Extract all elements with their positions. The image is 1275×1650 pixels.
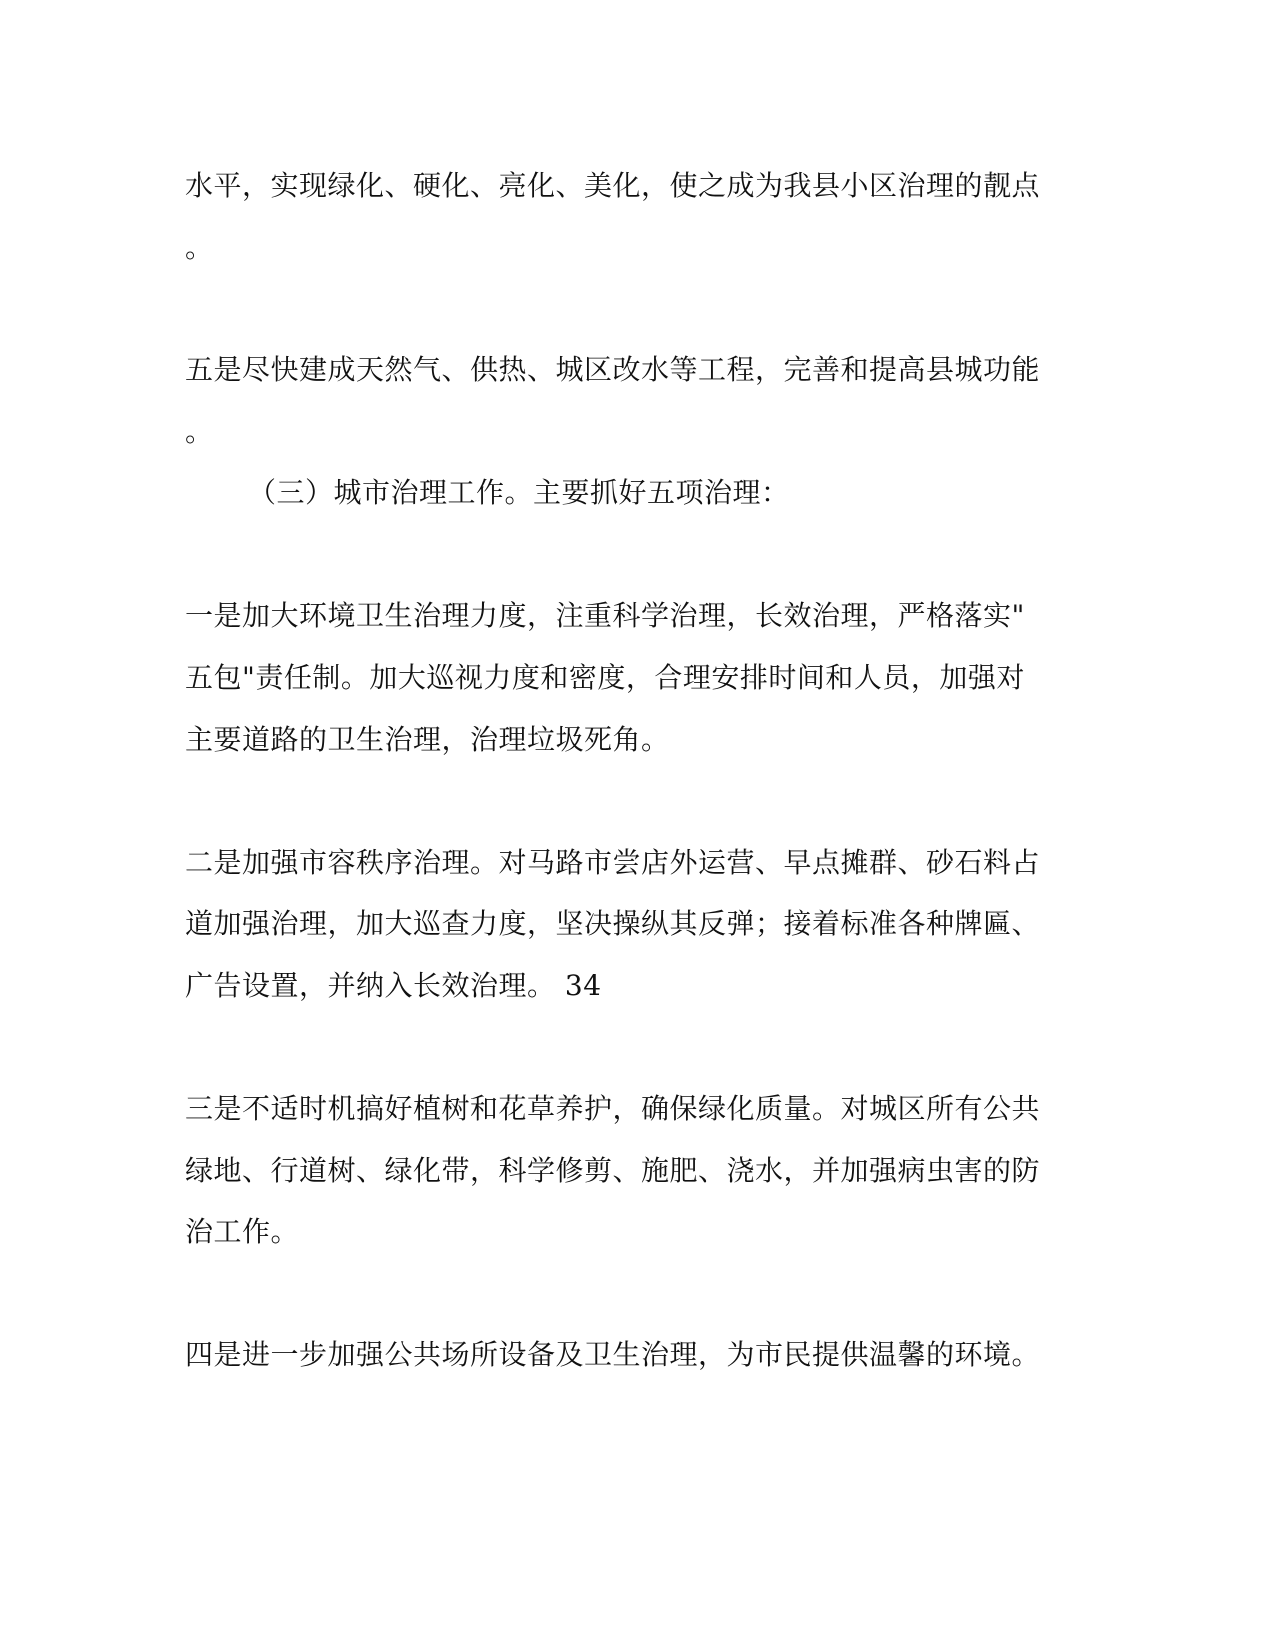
text-line: 绿地、行道树、绿化带，科学修剪、施肥、浇水，并加强病虫害的防 xyxy=(185,1154,1041,1187)
text-line: 四是进一步加强公共场所设备及卫生治理，为市民提供温馨的环境。 xyxy=(185,1338,1041,1371)
text-line: 一是加大环境卫生治理力度，注重科学治理，长效治理，严格落实" xyxy=(185,599,1025,632)
text-line: 主要道路的卫生治理，治理垃圾死角。 xyxy=(185,723,670,756)
text-line: 水平，实现绿化、硬化、亮化、美化，使之成为我县小区治理的靓点 xyxy=(185,169,1041,202)
text-line: 广告设置，并纳入长效治理。 34 xyxy=(185,969,602,1002)
text-line: 五包"责任制。加大巡视力度和密度，合理安排时间和人员，加强对 xyxy=(185,661,1025,694)
text-line: 。 xyxy=(185,231,214,264)
text-line: 五是尽快建成天然气、供热、城区改水等工程，完善和提高县城功能 xyxy=(185,353,1041,386)
text-line: 道加强治理，加大巡查力度，坚决操纵其反弹；接着标准各种牌匾、 xyxy=(185,907,1041,940)
text-line: 二是加强市容秩序治理。对马路市尝店外运营、早点摊群、砂石料占 xyxy=(185,846,1041,879)
text-line: 。 xyxy=(185,415,214,448)
section-heading: （三）城市治理工作。主要抓好五项治理： xyxy=(248,476,790,509)
text-line: 三是不适时机搞好植树和花草养护，确保绿化质量。对城区所有公共 xyxy=(185,1092,1041,1125)
text-line: 治工作。 xyxy=(185,1215,300,1248)
